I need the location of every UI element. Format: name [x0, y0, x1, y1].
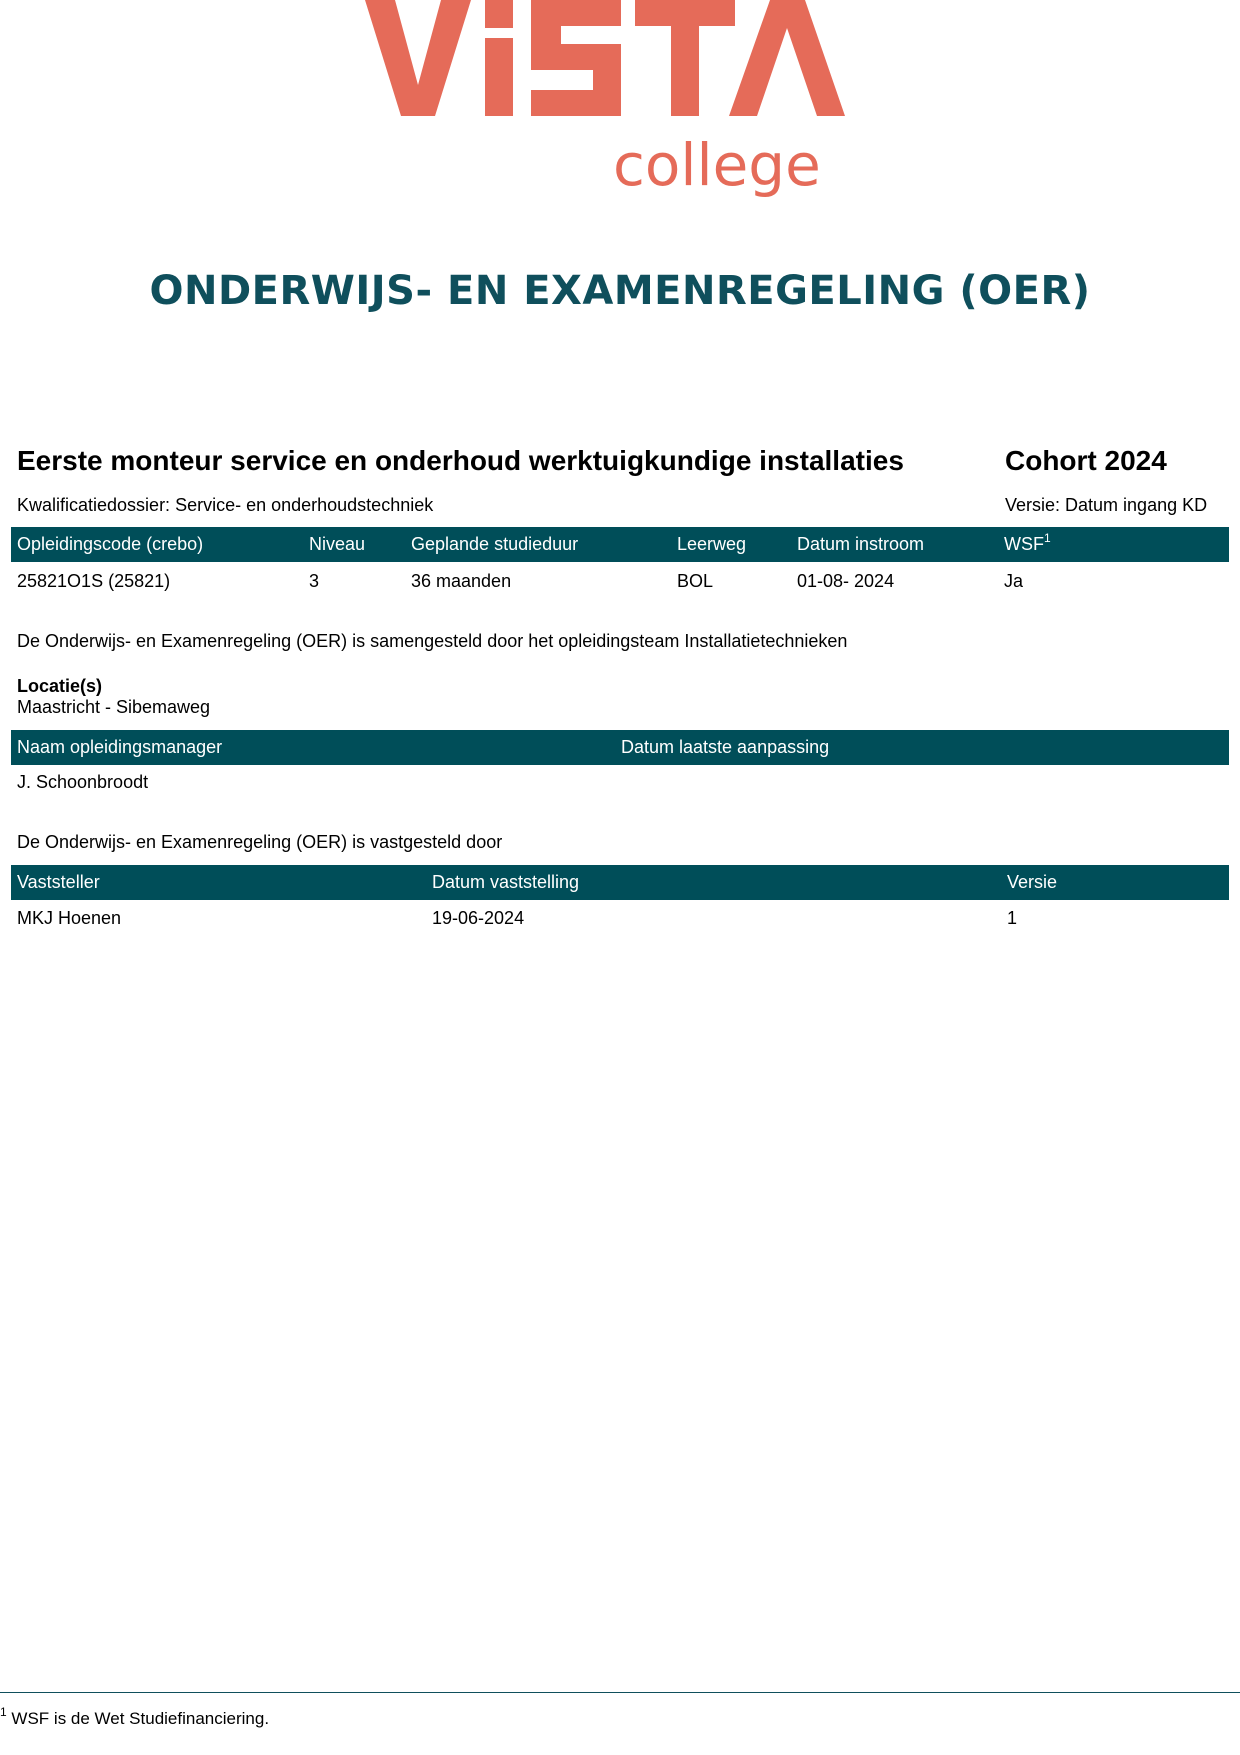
cell-intake-date: 01-08- 2024 [797, 571, 895, 591]
qualification-file: Kwalificatiedossier: Service- en onderhoudstechniek [17, 495, 434, 515]
col-header-intake-date: Datum instroom [797, 534, 925, 554]
footnote [0, 1705, 270, 1729]
col-header-adopter: Vaststeller [17, 872, 100, 892]
col-header-route: Leerweg [677, 534, 747, 554]
col-header-manager: Naam opleidingsmanager [17, 737, 223, 757]
programme-title: Eerste monteur service en onderhoud werktuigkundige installaties [17, 445, 904, 476]
cell-version: 1 [1007, 908, 1018, 928]
cell-route: BOL [677, 571, 714, 591]
footnote-mark: 1 [1044, 531, 1051, 545]
col-header-code: Opleidingscode (crebo) [17, 534, 204, 554]
document-title: ONDERWIJS- EN EXAMENREGELING (OER) [149, 268, 1091, 314]
col-header-wsf: WSF$^1$ [1004, 531, 1051, 554]
cell-adopter: MKJ Hoenen [17, 908, 122, 928]
table-row [11, 908, 1229, 938]
cell-wsf: Ja [1004, 571, 1024, 591]
col-header-level: Niveau [309, 534, 366, 554]
footnote-text: WSF is de Wet Studiefinanciering. [11, 1709, 270, 1728]
cell-adoption-date: 19-06-2024 [432, 908, 525, 928]
composed-by-text: De Onderwijs- en Examenregeling (OER) is samengesteld door het opleidingsteam Installatietechnieken [17, 631, 848, 651]
table-row [11, 571, 1229, 601]
svg-text:college: college [613, 131, 821, 199]
col-header-version: Versie [1007, 872, 1058, 892]
col-header-adoption-date: Datum vaststelling [432, 872, 580, 892]
footnote-number: 1 [0, 1705, 7, 1719]
location-label: Locatie(s) [17, 676, 103, 696]
col-header-last-change: Datum laatste aanpassing [621, 737, 830, 757]
cell-manager: J. Schoonbroodt [17, 772, 149, 792]
version-info: Versie: Datum ingang KD [1005, 495, 1208, 515]
manager-table-header [11, 730, 1229, 765]
programme-table-header [11, 527, 1229, 562]
adoption-table-header [11, 865, 1229, 900]
cell-duration: 36 maanden [411, 571, 512, 591]
cell-code: 25821O1S (25821) [17, 571, 171, 591]
location-value: Maastricht - Sibemaweg [17, 697, 211, 717]
adopted-by-text: De Onderwijs- en Examenregeling (OER) is vastgesteld door [17, 832, 503, 852]
vista-college-logo [365, 0, 875, 205]
col-header-duration: Geplande studieduur [411, 534, 579, 554]
table-row [11, 772, 1229, 802]
footnote-divider [0, 1692, 1240, 1693]
cohort-label: Cohort 2024 [1005, 445, 1167, 476]
cell-level: 3 [309, 571, 320, 591]
